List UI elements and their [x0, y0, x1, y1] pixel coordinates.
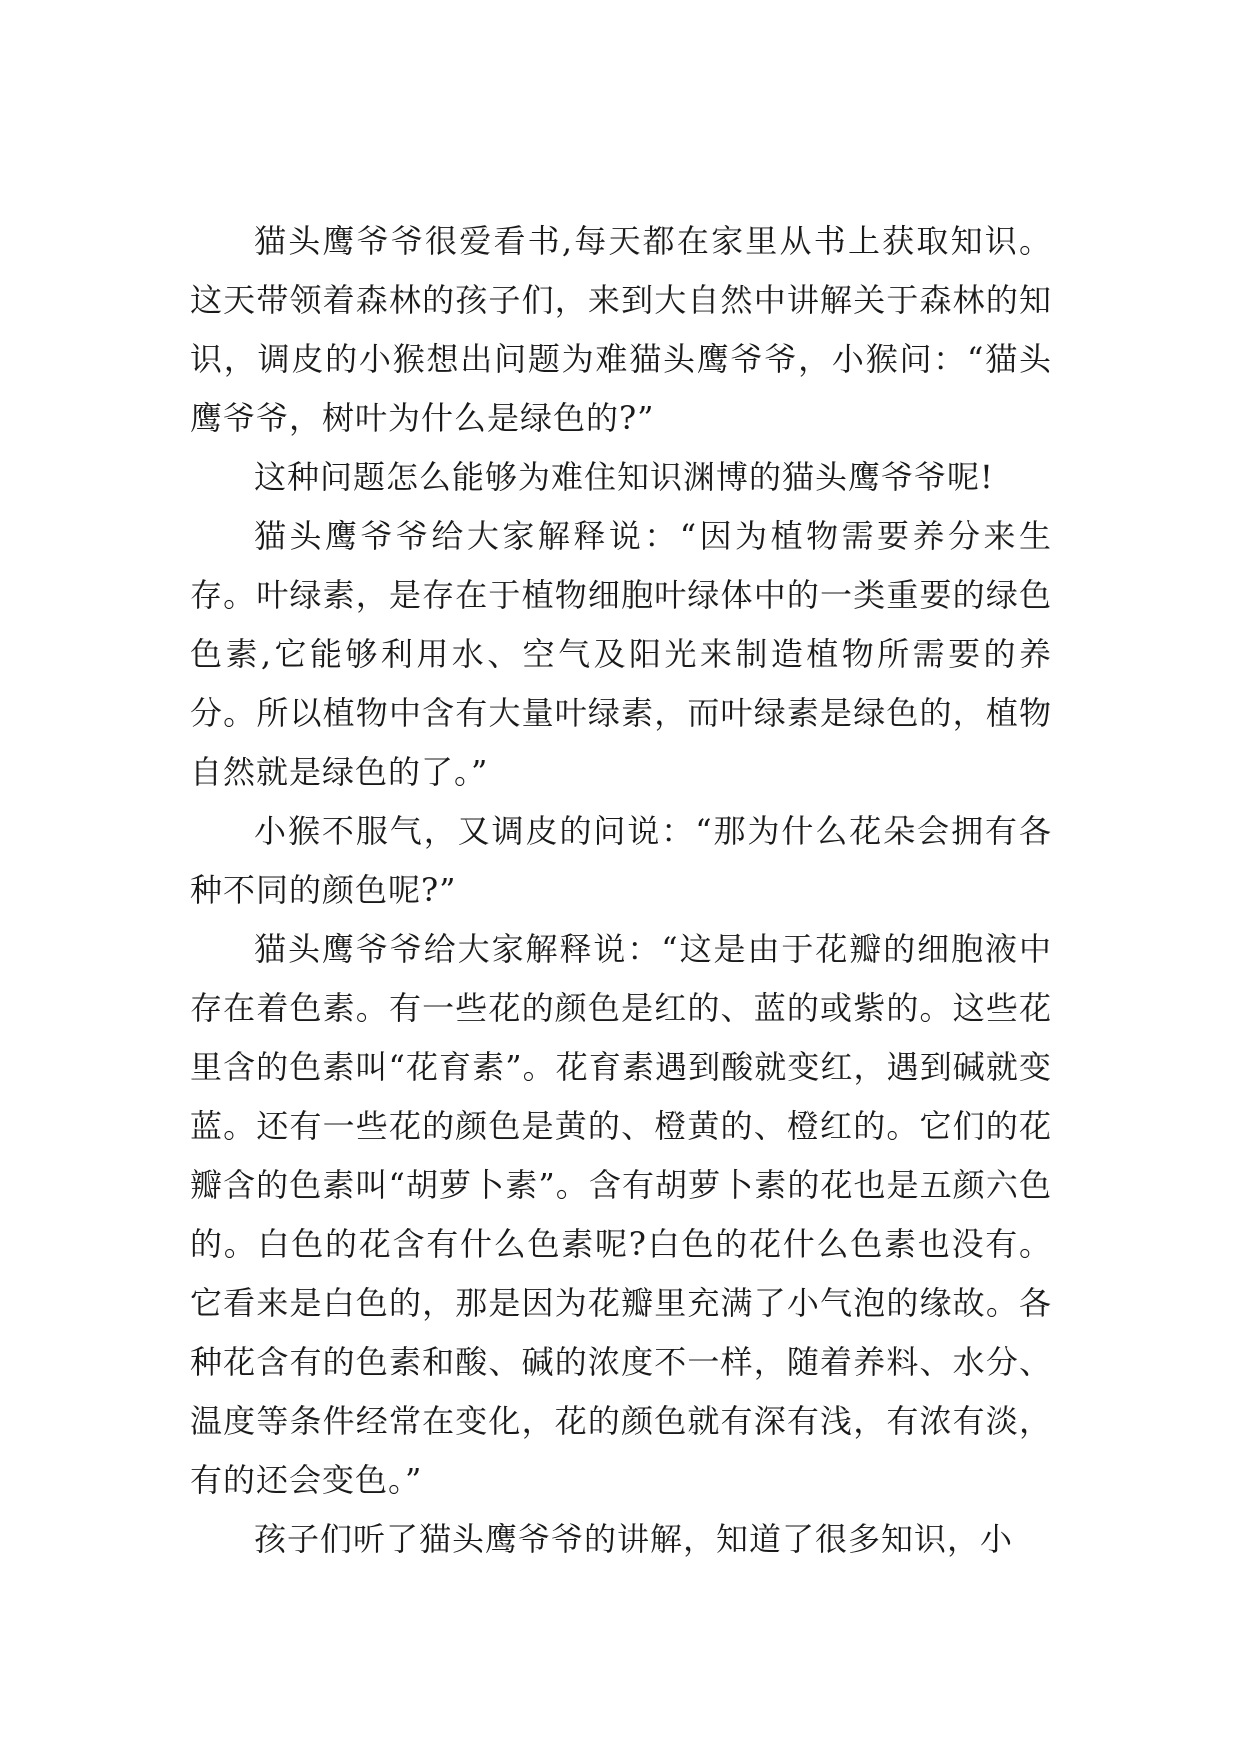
- paragraph-2: 这种问题怎么能够为难住知识渊博的猫头鹰爷爷呢!: [254, 458, 994, 496]
- paragraph-5: 猫头鹰爷爷给大家解释说：“这是由于花瓣的细胞液中存在着色素。有一些花的颜色是红的、蓝的或紫的。这些花里含的色素叫“花育素”。花育素遇到酸就变红，遇到碱就变蓝。还有一些花的颜色是黄的、橙黄的、橙红的。它们的花瓣含的色素叫“胡萝卜素”。含有胡萝卜素的花也是五颜六色的。白色的花含有什么色素呢?白色的花什么色素也没有。它看来是白色的，那是因为花瓣里充满了小气泡的缘故。各种花含有的色素和酸、碱的浓度不一样，随着养料、水分、温度等条件经常在变化，花的颜色就有深有浅，有浓有淡，有的还会变色。”: [190, 930, 1052, 1499]
- document-body: [190, 212, 1052, 1569]
- paragraph-6: 孩子们听了猫头鹰爷爷的讲解，知道了很多知识，小: [254, 1520, 1014, 1558]
- paragraph-4: 小猴不服气，又调皮的问说：“那为什么花朵会拥有各种不同的颜色呢?”: [190, 812, 1052, 909]
- paragraph-1: 猫头鹰爷爷很爱看书,每天都在家里从书上获取知识。这天带领着森林的孩子们，来到大自然中讲解关于森林的知识，调皮的小猴想出问题为难猫头鹰爷爷，小猴问：“猫头鹰爷爷，树叶为什么是绿色的?”: [190, 222, 1052, 437]
- paragraph-3: 猫头鹰爷爷给大家解释说：“因为植物需要养分来生存。叶绿素，是存在于植物细胞叶绿体中的一类重要的绿色色素,它能够利用水、空气及阳光来制造植物所需要的养分。所以植物中含有大量叶绿素，而叶绿素是绿色的，植物自然就是绿色的了。”: [190, 517, 1052, 791]
